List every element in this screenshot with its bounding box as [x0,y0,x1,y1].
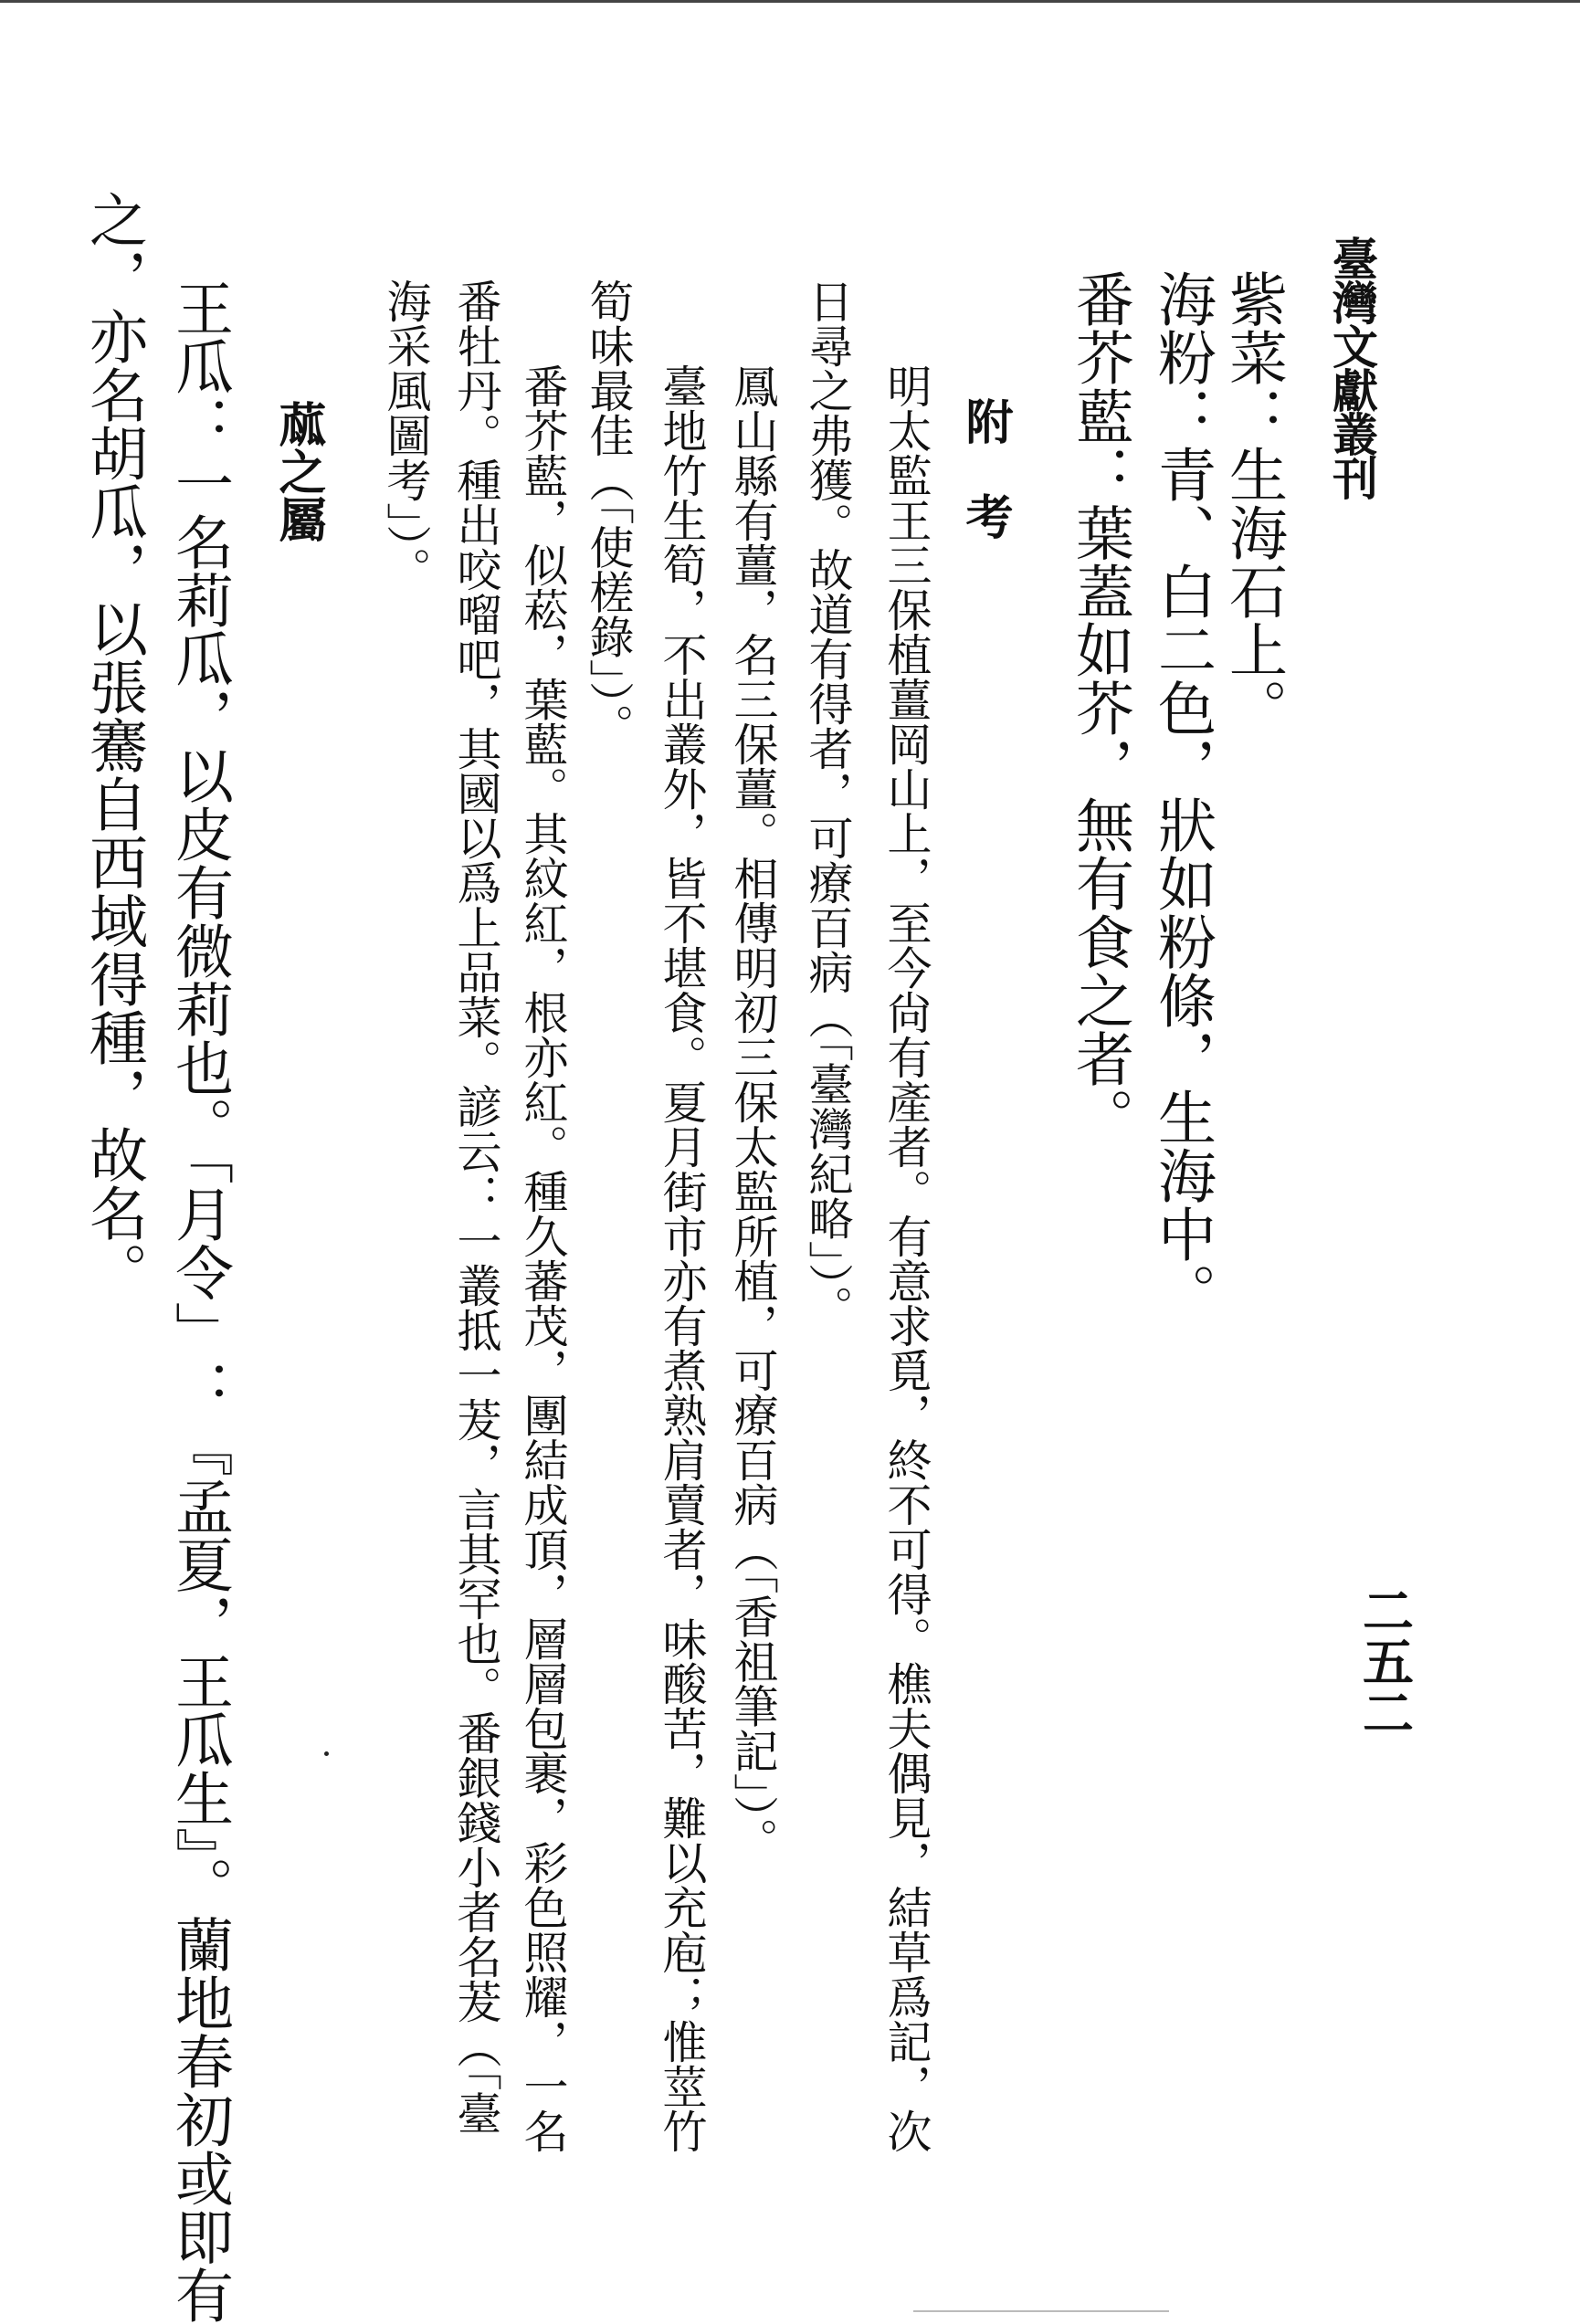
top-border-line [0,0,1580,3]
section-heading: 蓏之屬 [270,400,326,542]
appendix-heading: 附 考 [957,397,1013,540]
footer-scan-line [913,2310,1169,2312]
entry-zicai: 紫菜：生海石上。 [1219,269,1287,737]
book-title: 臺灣文獻叢刊 [1325,236,1379,499]
appendix-para4-line3: 海采風圖考」）。 [380,279,432,592]
appendix-para3-line2: 筍味最佳（「使槎錄」）。 [583,279,635,749]
appendix-para2: 鳳山縣有薑，名三保薑。相傳明初三保太監所植，可療百病（「香祖筆記」）。 [727,363,779,1863]
page-number: 二五二 [1354,1584,1415,1738]
appendix-para1-line1: 明太監王三保植薑岡山上，至今尙有產者。有意求覓，終不可得。樵夫偶見，結草爲記，次 [880,363,932,2153]
appendix-para3-line1: 臺地竹生筍，不出叢外，皆不堪食。夏月街市亦有煮熟肩賣者，味酸苦，難以充庖；惟莖竹 [656,363,708,2153]
entry-wanggua-line2: 之，亦名胡瓜，以張騫自西域得種，故名。 [79,190,147,1300]
appendix-para1-line2: 日尋之弗獲。故道有得者，可療百病（「臺灣紀略」）。 [802,279,854,1330]
entry-haifen: 海粉：青、白二色，狀如粉條，生海中。 [1148,269,1216,1321]
appendix-para4-line2: 番牡丹。種出咬𠺕吧，其國以爲上品菜。諺云：一叢抵一茇，言其罕也。番銀錢小者名茇（「臺 [450,279,502,2136]
entry-fanjielan: 番芥藍：葉蓋如芥，無有食之者。 [1066,269,1133,1146]
stray-mark [324,1751,329,1756]
entry-wanggua-line1: 王瓜：一名莉瓜，以皮有微莉也。「月令」：『孟夏，王瓜生』。蘭地春初或即有 [165,279,233,2324]
appendix-para4-line1: 番芥藍，似菘，葉藍。其紋紅，根亦紅。種久蕃茂，團結成頂，層層包裹，彩色照耀，一名 [517,363,569,2153]
